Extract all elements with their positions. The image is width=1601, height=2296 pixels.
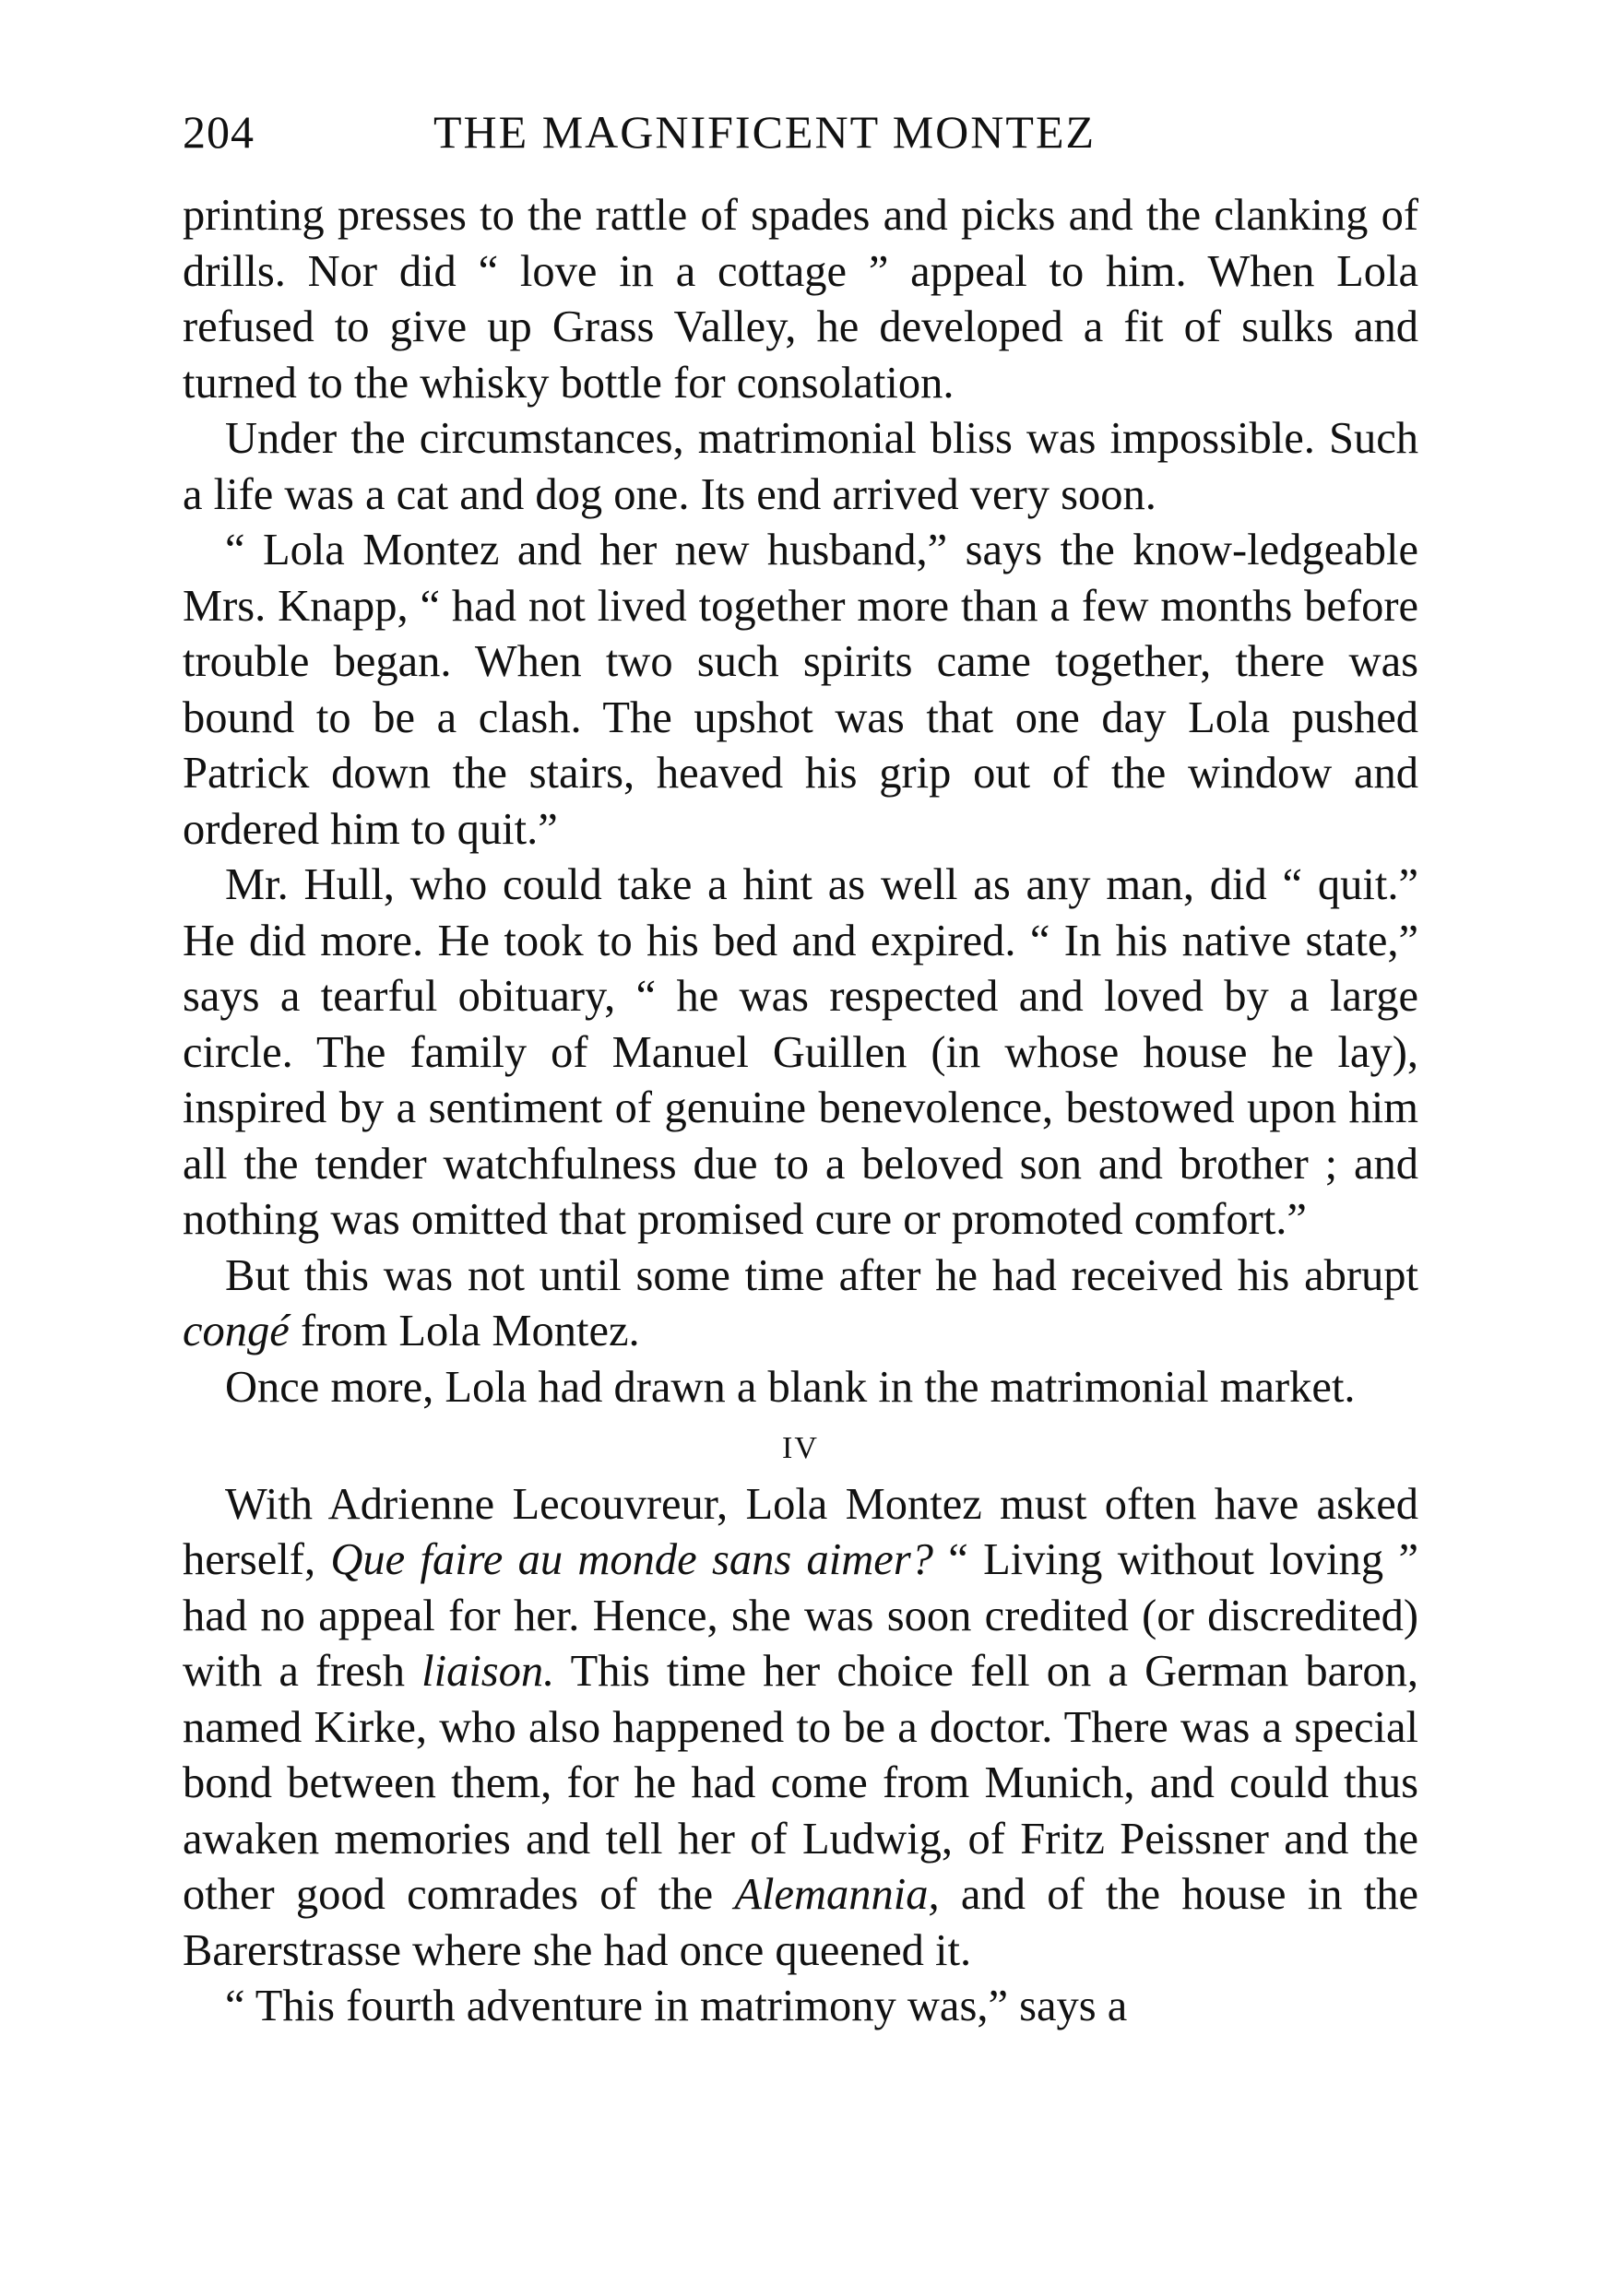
- body-text: [183, 188, 1418, 2035]
- paragraph-1: printing presses to the rattle of spades and picks and the clanking of drills. Nor did “ love in a cottage ” appeal to him. When Lola refused to give up Grass Valley, he developed a fit of sulks and turned to the whisky bottle for consolation.: [183, 191, 1418, 408]
- paragraph-3: “ Lola Montez and her new husband,” says the know-ledgeable Mrs. Knapp, “ had not lived together more than a few months before trouble began. When two such spirits came together, there was bound to be a clash. The upshot was that one day Lola pushed Patrick down the stairs, heaved his grip out of the window and ordered him to quit.”: [183, 526, 1418, 854]
- paragraph-4: Mr. Hull, who could take a hint as well as any man, did “ quit.” He did more. He took to his bed and expired. “ In his native state,” says a tearful obituary, “ he was respected and loved by a large circle. The family of Manuel Guillen (in whose house he lay), inspired by a sentiment of genuine benevolence, bestowed upon him all the tender watchfulness due to a beloved son and brother ; and nothing was omitted that promised cure or promoted comfort.”: [183, 860, 1418, 1244]
- paragraph-7-text-b: “ Living without loving ” had no appeal for her. Hence, she was soon credited (or discredited) with a fresh: [183, 1535, 1418, 1696]
- paragraph-7: [183, 1477, 1418, 1980]
- running-title: THE MAGNIFICENT MONTEZ: [433, 106, 1097, 158]
- paragraph-6: Once more, Lola had drawn a blank in the matrimonial market.: [225, 1362, 1356, 1412]
- paragraph-2: Under the circumstances, matrimonial bliss was impossible. Such a life was a cat and dog one. Its end arrived very soon.: [183, 414, 1418, 519]
- paragraph-7-italic-a: Que faire au monde sans aimer?: [330, 1535, 933, 1584]
- paragraph-7-text-d: and of the house in the Barerstrasse where she had once queened it.: [183, 1870, 1418, 1975]
- paragraph-7-text-c: This time her choice fell on a German baron, named Kirke, who also happened to be a doctor. There was a special bond between them, for he had come from Munich, and could thus awaken memories and tell her of Ludwig, of Fritz Peissner and the other good comrades of the: [183, 1647, 1418, 1919]
- paragraph-7-italic-c: Alemannia,: [734, 1870, 940, 1919]
- page-header: [183, 100, 1418, 164]
- paragraph-7-italic-b: liaison.: [421, 1647, 555, 1696]
- paragraph-5-text-b: from Lola Montez.: [289, 1307, 640, 1355]
- paragraph-5-italic: congé: [183, 1307, 290, 1355]
- section-heading: IV: [782, 1431, 819, 1465]
- paragraph-5-text-a: But this was not until some time after he had received his abrupt: [225, 1250, 1418, 1300]
- paragraph-8: “ This fourth adventure in matrimony was,” says a: [225, 1982, 1128, 2030]
- paragraph-7-text-a: With Adrienne Lecouvreur, Lola Montez must often have asked herself,: [183, 1479, 1418, 1584]
- page-number: 204: [183, 106, 255, 158]
- paragraph-5: [183, 1249, 1418, 1360]
